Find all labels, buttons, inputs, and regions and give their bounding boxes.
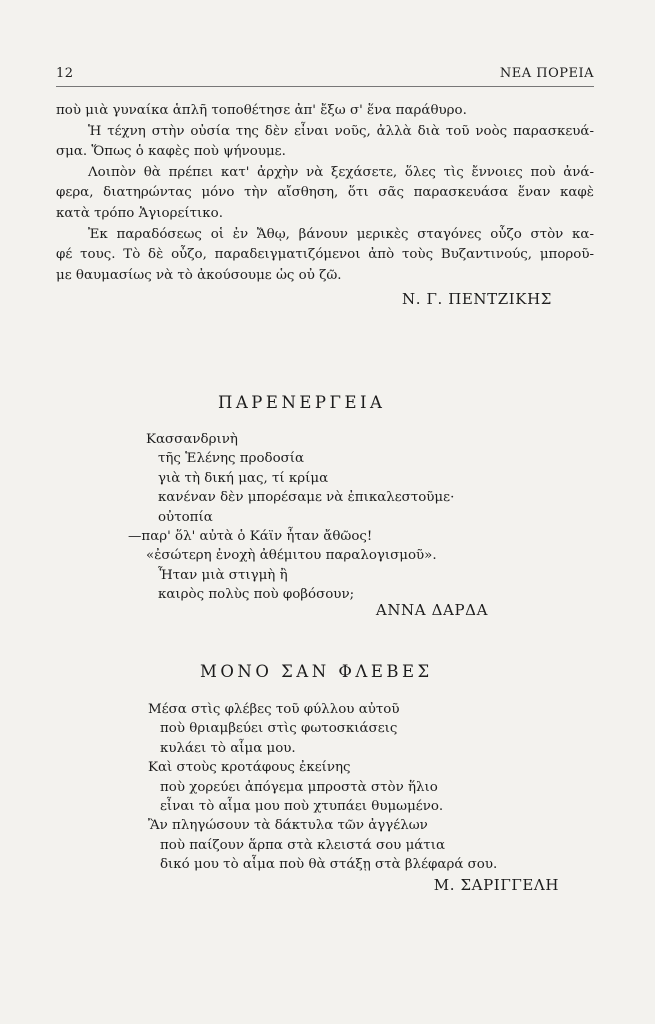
prose-line: κατὰ τρόπο Ἁγιορείτικο.	[56, 205, 223, 221]
poem-title-parenergeia: ΠΑΡΕΝΕΡΓΕΙΑ	[218, 393, 386, 412]
poem-line: «ἐσώτερη ἐνοχὴ ἀθέμιτου παραλογισμοῦ».	[146, 548, 437, 564]
poem-line: κανέναν δὲν μπορέσαμε νὰ ἐπικαλεστοῦμε·	[158, 490, 455, 506]
poem-line: —παρ' ὅλ' αὐτὰ ὁ Κάϊν ἦταν ἄθῶος!	[128, 529, 373, 545]
prose-line: Ἡ τέχνη στὴν οὐσία της δὲν εἶναι νοῦς, ἀλλὰ διὰ τοῦ νοὸς παρασκευά-	[88, 123, 594, 139]
poem-mono-san-flebes	[148, 700, 497, 875]
poem-line: ποὺ παίζουν ἅρπα στὰ κλειστά σου μάτια	[160, 837, 446, 853]
poem-parenergeia	[128, 430, 455, 605]
poem-author-darda: ΑΝΝΑ ΔΑΡΔΑ	[375, 601, 488, 619]
poem-line: Κασσανδρινὴ	[146, 432, 238, 447]
poem-line: εἶναι τὸ αἷμα μου ποὺ χτυπάει θυμωμένο.	[160, 799, 444, 815]
journal-title: ΝΕΑ ΠΟΡΕΙΑ	[499, 66, 594, 81]
poem-line: κυλάει τὸ αἷμα μου.	[160, 740, 296, 756]
poem-line: Μέσα στὶς φλέβες τοῦ φύλλου αὐτοῦ	[148, 702, 400, 717]
prose-line: ποὺ μιὰ γυναίκα ἁπλῆ τοποθέτησε ἀπ' ἔξω σ' ἕνα παράθυρο.	[56, 103, 467, 118]
prose-line: Λοιπὸν θὰ πρέπει κατ' ἀρχὴν νὰ ξεχάσετε, ὅλες τὶς ἔννοιες ποὺ ἀνά-	[88, 164, 594, 180]
prose-line: με θαυμασίως νὰ τὸ ἀκούσουμε ὡς οὐ ζῶ.	[56, 267, 342, 283]
prose-signature: Ν. Γ. ΠΕΝΤΖΙΚΗΣ	[401, 290, 552, 308]
poem-title-mono-san-flebes: ΜΟΝΟ ΣΑΝ ΦΛΕΒΕΣ	[200, 662, 433, 681]
prose-paragraphs	[56, 101, 594, 286]
prose-line: φερα, διατηρώντας μόνο τὴν αἴσθηση, ὅτι σᾶς παρασκευάσα ἕναν καφὲ	[56, 185, 594, 201]
page-number: 12	[56, 66, 74, 81]
prose-line: Ἐκ παραδόσεως οἱ ἐν Ἄθῳ, βάνουν μερικὲς σταγόνες οὖζο στὸν κα-	[88, 226, 594, 242]
poem-line: Ἂν πληγώσουν τὰ δάκτυλα τῶν ἀγγέλων	[148, 818, 428, 834]
poem-line: οὐτοπία	[158, 509, 213, 525]
poem-author-sariggeli: Μ. ΣΑΡΙΓΓΕΛΗ	[433, 876, 559, 894]
poem-line: Καὶ στοὺς κροτάφους ἐκείνης	[148, 760, 351, 776]
poem-line: τῆς Ἑλένης προδοσία	[158, 451, 305, 467]
poem-line: γιὰ τὴ δική μας, τί κρίμα	[158, 470, 329, 486]
poem-line: ποὺ θριαμβεύει στὶς φωτοσκιάσεις	[160, 721, 398, 737]
poem-line: καιρὸς πολὺς ποὺ φοβόσουν;	[158, 587, 355, 603]
poem-line: Ἦταν μιὰ στιγμὴ ἢ	[158, 567, 288, 583]
prose-line: σμα. Ὅπως ὁ καφὲς ποὺ ψήνουμε.	[56, 144, 286, 160]
prose-line: φέ τους. Τὸ δὲ οὖζο, παραδειγματιζόμενοι ἀπὸ τοὺς Βυζαντινούς, μποροῦ-	[56, 247, 594, 263]
poem-line: ποὺ χορεύει ἀπόγεμα μπροστὰ στὸν ἥλιο	[160, 779, 438, 795]
poem-line: δικό μου τὸ αἷμα ποὺ θὰ στάξῃ στὰ βλέφαρά σου.	[160, 857, 498, 873]
header-rule	[56, 86, 594, 87]
